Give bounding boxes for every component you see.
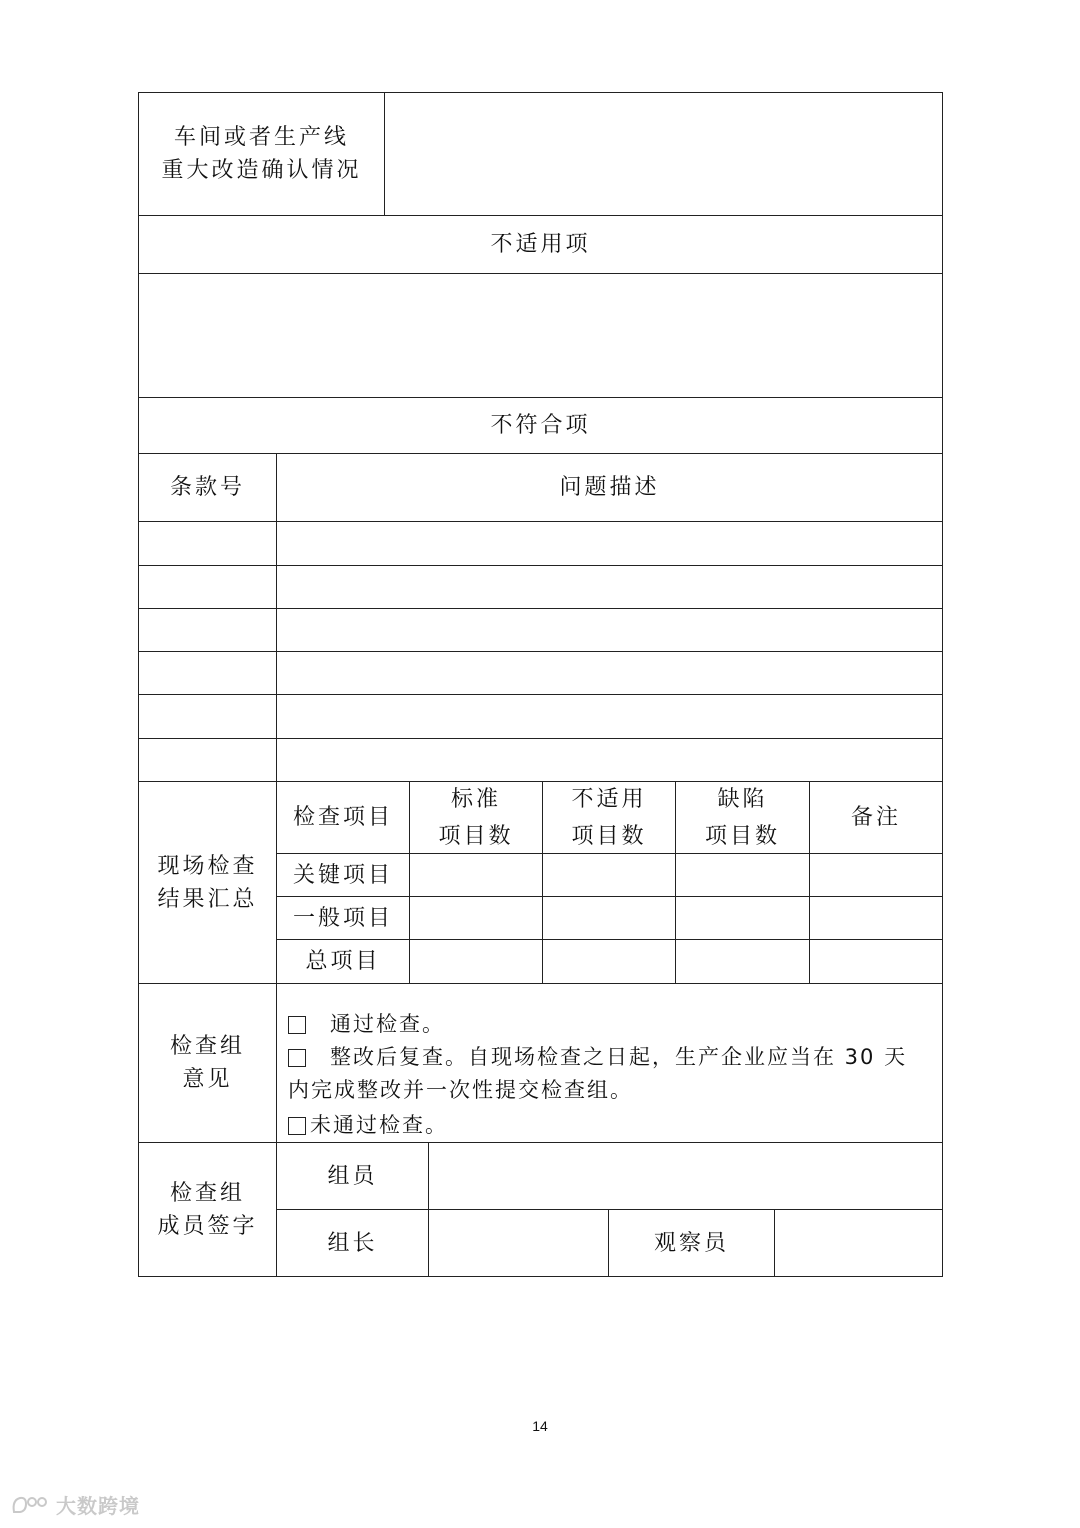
observer-signature-field[interactable] (775, 1210, 942, 1276)
not-applicable-content-field[interactable] (139, 274, 942, 397)
option-recheck-label-line1: 整改后复查。自现场检查之日起，生产企业应当在 30 天 (330, 1045, 908, 1069)
description-cell[interactable] (277, 566, 942, 608)
clause-cell[interactable] (139, 739, 276, 781)
watermark-logo-icon (10, 1492, 52, 1518)
clause-cell[interactable] (139, 566, 276, 608)
modification-value-field[interactable] (385, 93, 942, 215)
option-fail (288, 1109, 936, 1142)
remark-cell[interactable] (810, 940, 942, 983)
remark-cell[interactable] (810, 897, 942, 939)
summary-label-line2: 结果汇总 (157, 886, 258, 912)
option-recheck (288, 1041, 936, 1074)
table-border (138, 1276, 943, 1277)
observer-label: 观察员 (653, 1230, 729, 1256)
modification-label-line2: 重大改造确认情况 (161, 158, 362, 183)
standard-count-cell[interactable] (410, 940, 542, 983)
defect-count-cell[interactable] (676, 854, 809, 896)
opinion-options (288, 1008, 936, 1142)
option-pass (288, 1008, 936, 1041)
summary-row-label: 总项目 (305, 949, 381, 974)
option-pass-label: 通过检查。 (330, 1012, 445, 1036)
na-count-cell[interactable] (543, 940, 675, 983)
signatures-label-line1: 检查组 (169, 1180, 245, 1206)
remark-cell[interactable] (810, 854, 942, 896)
signatures-label-line2: 成员签字 (157, 1213, 258, 1239)
modification-label-line1: 车间或者生产线 (173, 125, 349, 150)
na-count-cell[interactable] (543, 854, 675, 896)
nonconformity-header: 不符合项 (490, 413, 591, 438)
summary-row-label: 关键项目 (292, 862, 393, 888)
na-header-line1: 不适用 (571, 786, 647, 812)
table-border (942, 92, 943, 1277)
recheck-checkbox[interactable] (288, 1049, 306, 1067)
description-column-header: 问题描述 (559, 475, 660, 500)
option-fail-label: 未通过检查。 (310, 1113, 448, 1137)
defect-header-line2: 项目数 (704, 823, 780, 849)
summary-remark-column-header: 备注 (850, 805, 901, 830)
description-cell[interactable] (277, 609, 942, 651)
watermark-text: 大数跨境 (56, 1494, 140, 1518)
summary-row-label: 一般项目 (292, 905, 393, 931)
modification-label (139, 93, 384, 215)
opinion-label (139, 984, 276, 1142)
description-cell[interactable] (277, 739, 942, 781)
fail-checkbox[interactable] (288, 1117, 306, 1135)
summary-label (139, 782, 276, 983)
summary-na-column-header (543, 782, 675, 853)
summary-item-column-header: 检查项目 (292, 805, 393, 830)
description-cell[interactable] (277, 522, 942, 565)
standard-header-line2: 项目数 (438, 823, 514, 849)
signatures-label (139, 1143, 276, 1276)
na-header-line2: 项目数 (571, 823, 647, 849)
standard-count-cell[interactable] (410, 897, 542, 939)
summary-standard-column-header (410, 782, 542, 853)
option-recheck-label-line2: 内完成整改并一次性提交检查组。 (288, 1078, 633, 1102)
pass-checkbox[interactable] (288, 1016, 306, 1034)
clause-cell[interactable] (139, 652, 276, 694)
summary-label-line1: 现场检查 (157, 853, 258, 879)
leader-label: 组长 (327, 1230, 378, 1256)
clause-cell[interactable] (139, 522, 276, 565)
standard-header-line1: 标准 (450, 786, 501, 812)
description-cell[interactable] (277, 652, 942, 694)
opinion-label-line1: 检查组 (169, 1034, 245, 1059)
defect-count-cell[interactable] (676, 897, 809, 939)
defect-header-line1: 缺陷 (717, 786, 768, 812)
opinion-label-line2: 意见 (182, 1067, 233, 1092)
member-signature-field[interactable] (429, 1143, 942, 1209)
clause-cell[interactable] (139, 609, 276, 651)
clause-cell[interactable] (139, 695, 276, 738)
not-applicable-header: 不适用项 (490, 232, 591, 257)
na-count-cell[interactable] (543, 897, 675, 939)
option-recheck-continued (288, 1074, 936, 1107)
standard-count-cell[interactable] (410, 854, 542, 896)
member-label: 组员 (327, 1163, 378, 1189)
page-number: 14 (532, 1418, 548, 1434)
watermark (10, 1490, 140, 1519)
description-cell[interactable] (277, 695, 942, 738)
summary-defect-column-header (676, 782, 809, 853)
leader-signature-field[interactable] (429, 1210, 608, 1276)
defect-count-cell[interactable] (676, 940, 809, 983)
clause-column-header: 条款号 (169, 475, 245, 500)
